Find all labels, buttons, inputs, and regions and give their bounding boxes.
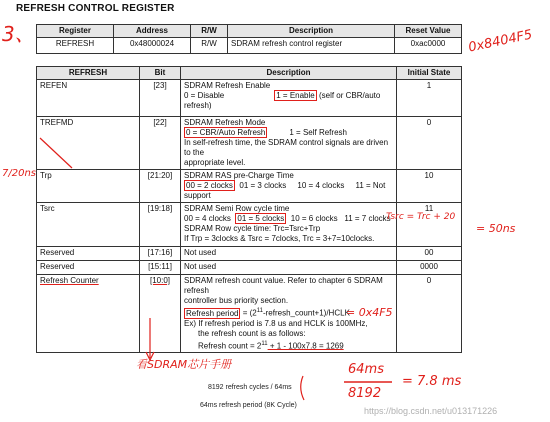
hand-trp-note: 7/20ns [2, 168, 37, 179]
col-description: Description [228, 25, 395, 38]
field-bit: [21:20] [140, 170, 181, 203]
col-register: Register [37, 25, 114, 38]
footer-line-2: 64ms refresh period (8K Cycle) [200, 402, 297, 409]
hand-tsrc-note1: Tsrc = Trc + 20 [386, 212, 456, 222]
field-init: 10 [397, 170, 462, 203]
col-field: REFRESH [37, 67, 140, 80]
hand-count-note: = 0x4F5 [346, 306, 393, 319]
field-name: Reserved [37, 247, 140, 261]
brace-mark [301, 376, 304, 400]
register-address: 0x48000024 [114, 38, 191, 54]
field-init: 0 [397, 117, 462, 170]
hand-hex-note: 0x8404F5 [467, 27, 534, 56]
hand-calc-result: = 7.8 ms [402, 374, 462, 389]
field-name: REFEN [37, 80, 140, 117]
field-init: 0 [397, 275, 462, 353]
field-name: Tsrc [37, 203, 140, 247]
trp-arrow [40, 138, 72, 168]
hand-sdram-note: 看SDRAM芯片手册 [136, 358, 232, 371]
register-description: SDRAM refresh control register [228, 38, 395, 54]
col-desc: Description [181, 67, 397, 80]
watermark: https://blog.csdn.net/u013171226 [364, 406, 498, 416]
field-desc: Not used [181, 247, 397, 261]
field-init: 1 [397, 80, 462, 117]
field-desc: SDRAM refresh count value. Refer to chapter 6 SDRAM refresh controller bus priority section. Refresh period = $(2^{11}-refresh\_count+1)$/HCLK Ex) If refresh period is 7.8 us and HCLK is 100MHz, the refresh count is as follows: Refresh count = $2^{11} + 1 - 100x7.8 = 1269$ [181, 275, 397, 353]
field-init: 0000 [397, 261, 462, 275]
col-bit: Bit [140, 67, 181, 80]
hand-tsrc-note2: = 50ns [476, 222, 516, 235]
field-desc: Not used [181, 261, 397, 275]
field-bit: [10:0] [140, 275, 181, 353]
footer-line-1: 8192 refresh cycles / 64ms [208, 384, 292, 391]
field-name: Reserved [37, 261, 140, 275]
hand-mark-3: 3、 [2, 22, 35, 46]
field-desc: SDRAM Refresh Enable 0 = Disable 1 = Enable (self or CBR/auto refresh) [181, 80, 397, 117]
col-reset: Reset Value [395, 25, 462, 38]
field-bit: [15:11] [140, 261, 181, 275]
page-title: REFRESH CONTROL REGISTER [16, 3, 175, 14]
hand-calc-top: 64ms [348, 362, 384, 377]
field-bit: [17:16] [140, 247, 181, 261]
field-desc: SDRAM Semi Row cycle time 00 = 4 clocks 01 = 5 clocks 10 = 6 clocks 11 = 7 clocks SDRAM Row cycle time: Trc=Tsrc+Trp If Trp = 3clocks & Tsrc = 7clocks, Trc = 3+7=10clocks. [181, 203, 397, 247]
col-rw: R/W [191, 25, 228, 38]
col-init: Initial State [397, 67, 462, 80]
field-bit: [23] [140, 80, 181, 117]
field-init: 00 [397, 247, 462, 261]
field-name: Trp [37, 170, 140, 203]
field-desc: SDRAM Refresh Mode 0 = CBR/Auto Refresh 1 = Self Refresh In self-refresh time, the SDRAM control signals are driven to the appropriate level. [181, 117, 397, 170]
field-bit: [22] [140, 117, 181, 170]
register-reset: 0xac0000 [395, 38, 462, 54]
field-bit: [19:18] [140, 203, 181, 247]
field-name: TREFMD [37, 117, 140, 170]
hand-calc-bottom: 8192 [348, 386, 382, 401]
register-name: REFRESH [37, 38, 114, 54]
col-address: Address [114, 25, 191, 38]
field-init: 11 [397, 203, 462, 247]
register-rw: R/W [191, 38, 228, 54]
field-name: Refresh Counter [37, 275, 140, 353]
field-desc: SDRAM RAS pre-Charge Time 00 = 2 clocks 01 = 3 clocks 10 = 4 clocks 11 = Not support [181, 170, 397, 203]
